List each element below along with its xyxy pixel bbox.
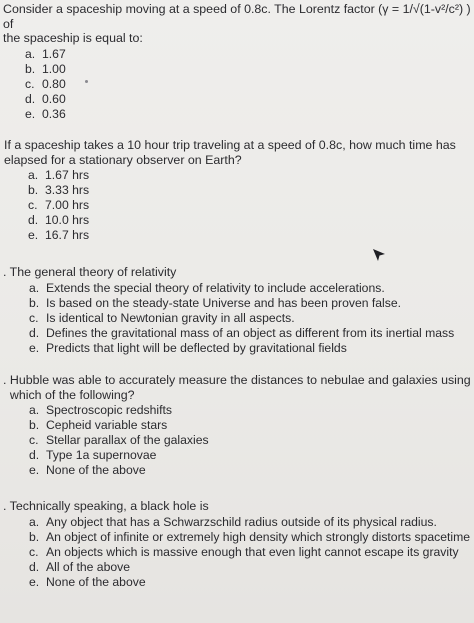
option-text: An objects which is massive enough that even light cannot escape its gravity xyxy=(46,544,459,559)
option-letter: b. xyxy=(28,183,39,197)
option-text: Type 1a supernovae xyxy=(46,448,157,462)
option-4e xyxy=(29,463,474,478)
option-text: 1.00 xyxy=(42,61,66,76)
option-letter: d. xyxy=(28,213,39,227)
option-letter: c. xyxy=(28,198,38,212)
option-letter: c. xyxy=(29,544,39,559)
option-letter: a. xyxy=(29,280,40,295)
option-letter: d. xyxy=(29,559,40,574)
option-2c xyxy=(28,198,474,213)
option-1a xyxy=(25,47,474,62)
option-text: 16.7 hrs xyxy=(45,228,90,242)
option-text: Is based on the steady-state Universe and has been proven false. xyxy=(46,295,402,310)
option-1c xyxy=(25,77,474,92)
option-text: Cepheid variable stars xyxy=(46,418,168,432)
option-letter: d. xyxy=(25,91,36,106)
option-letter: d. xyxy=(29,325,40,340)
option-letter: a. xyxy=(29,514,40,529)
option-text: 10.0 hrs xyxy=(45,213,90,227)
dust-speck xyxy=(85,80,88,83)
option-letter: c. xyxy=(29,310,39,325)
option-letter: b. xyxy=(25,61,36,76)
option-1b xyxy=(25,62,474,77)
option-text: Stellar parallax of the galaxies xyxy=(46,433,209,447)
question-4-options xyxy=(3,403,474,478)
option-1e xyxy=(25,107,474,122)
option-2a xyxy=(28,168,474,183)
question-5 xyxy=(3,499,474,590)
question-2-options xyxy=(4,168,474,243)
question-5-stem: . Technically speaking, a black hole is xyxy=(3,499,209,513)
option-3b xyxy=(29,296,474,311)
option-letter: c. xyxy=(29,433,39,447)
option-2d xyxy=(28,213,474,228)
option-5b xyxy=(29,530,474,545)
option-2e xyxy=(28,228,474,243)
option-5d xyxy=(29,560,474,575)
option-letter: b. xyxy=(29,418,40,432)
option-3e xyxy=(29,341,474,356)
option-4a xyxy=(29,403,474,418)
option-5c xyxy=(29,545,474,560)
option-text: 3.33 hrs xyxy=(45,183,90,197)
question-3-stem: . The general theory of relativity xyxy=(3,265,177,279)
option-letter: c. xyxy=(25,76,35,91)
option-text: 0.80 xyxy=(42,76,66,91)
question-4 xyxy=(3,373,474,478)
option-text: Defines the gravitational mass of an object as different from its inertial mass xyxy=(46,325,455,340)
option-text: None of the above xyxy=(46,574,146,589)
option-3a xyxy=(29,281,474,296)
option-letter: a. xyxy=(25,46,36,61)
option-text: Predicts that light will be deflected by gravitational fields xyxy=(46,340,347,355)
question-1-stem: Consider a spaceship moving at a speed of 0.8c. The Lorentz factor (γ = 1/√(1-v²/c²) ) of the spaceship is equal to: xyxy=(3,2,471,45)
option-letter: a. xyxy=(28,168,39,182)
option-text: All of the above xyxy=(46,559,131,574)
option-letter: e. xyxy=(29,340,40,355)
option-text: Any object that has a Schwarzschild radius outside of its physical radius. xyxy=(46,514,437,529)
option-4b xyxy=(29,418,474,433)
option-3c xyxy=(29,311,474,326)
option-text: 0.60 xyxy=(42,91,66,106)
option-letter: b. xyxy=(29,295,40,310)
question-1 xyxy=(3,2,474,122)
question-2-stem: If a spaceship takes a 10 hour trip traveling at a speed of 0.8c, how much time has elapsed for a stationary observer on Earth? xyxy=(4,138,456,167)
option-5a xyxy=(29,515,474,530)
question-3-options xyxy=(3,281,474,356)
option-text: Spectroscopic redshifts xyxy=(46,403,172,417)
question-2 xyxy=(4,138,474,243)
option-4c xyxy=(29,433,474,448)
option-text: None of the above xyxy=(46,463,146,477)
option-text: Is identical to Newtonian gravity in all aspects. xyxy=(46,310,295,325)
option-letter: e. xyxy=(28,228,39,242)
question-5-options xyxy=(3,515,474,590)
mouse-pointer-icon xyxy=(372,248,386,262)
option-letter: b. xyxy=(29,529,40,544)
option-text: 7.00 hrs xyxy=(45,198,90,212)
option-4d xyxy=(29,448,474,463)
option-letter: a. xyxy=(29,403,40,417)
option-text: Extends the special theory of relativity to include accelerations. xyxy=(46,280,385,295)
question-3 xyxy=(3,265,474,356)
option-1d xyxy=(25,92,474,107)
option-5e xyxy=(29,575,474,590)
option-3d xyxy=(29,326,474,341)
option-letter: e. xyxy=(25,106,36,121)
option-letter: d. xyxy=(29,448,40,462)
option-text: 1.67 hrs xyxy=(45,168,90,182)
option-letter: e. xyxy=(29,574,40,589)
option-2b xyxy=(28,183,474,198)
question-4-stem: . Hubble was able to accurately measure the distances to nebulae and galaxies using which of the following? xyxy=(3,373,471,402)
option-letter: e. xyxy=(29,463,40,477)
option-text: An object of infinite or extremely high density which strongly distorts spacetime xyxy=(46,529,471,544)
question-1-options xyxy=(3,47,474,122)
option-text: 1.67 xyxy=(42,46,66,61)
option-text: 0.36 xyxy=(42,106,66,121)
